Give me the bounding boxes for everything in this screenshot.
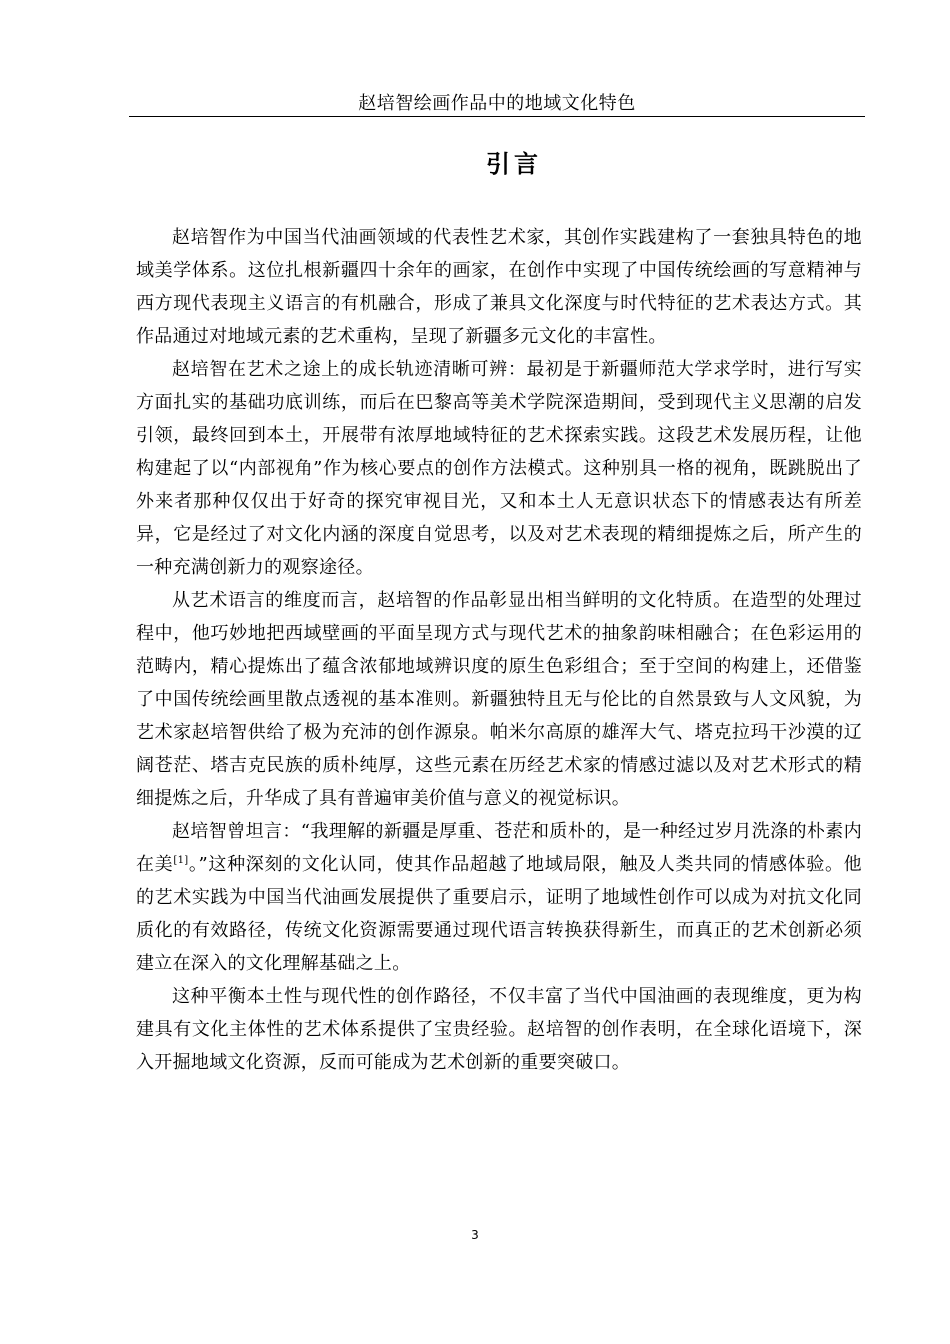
paragraph-4-text-before-ref: 赵培智曾坦言：“我理解的新疆是厚重、苍茫和质朴的，是一种经过岁月洗涤的朴素内在美 [136,821,862,875]
paragraph-5: 这种平衡本土性与现代性的创作路径，不仅丰富了当代中国油画的表现维度，更为构建具有文化主体性的艺术体系提供了宝贵经验。赵培智的创作表明，在全球化语境下，深入开掘地域文化资源，反而可能成为艺术创新的重要突破口。 [136,986,862,1073]
body-text [136,221,862,1079]
paragraph-1: 赵培智作为中国当代油画领域的代表性艺术家，其创作实践建构了一套独具特色的地域美学体系。这位扎根新疆四十余年的画家，在创作中实现了中国传统绘画的写意精神与西方现代表现主义语言的有机融合，形成了兼具文化深度与时代特征的艺术表达方式。其作品通过对地域元素的艺术重构，呈现了新疆多元文化的丰富性。 [136,227,862,347]
paragraph-4-text-after-ref: 。”这种深刻的文化认同，使其作品超越了地域局限，触及人类共同的情感体验。他的艺术实践为中国当代油画发展提供了重要启示，证明了地域性创作可以成为对抗文化同质化的有效路径，传统文化资源需要通过现代语言转换获得新生，而真正的艺术创新必须建立在深入的文化理解基础之上。 [136,854,862,974]
header-rule [129,116,865,117]
citation-reference[interactable]: [1] [173,855,189,866]
paragraph-2: 赵培智在艺术之途上的成长轨迹清晰可辨：最初是于新疆师范大学求学时，进行写实方面扎实的基础功底训练，而后在巴黎高等美术学院深造期间，受到现代主义思潮的启发引领，最终回到本土，开展带有浓厚地域特征的艺术探索实践。这段艺术发展历程，让他构建起了以“内部视角”作为核心要点的创作方法模式。这种别具一格的视角，既跳脱出了外来者那种仅仅出于好奇的探究审视目光，又和本土人无意识状态下的情感表达有所差异，它是经过了对文化内涵的深度自觉思考，以及对艺术表现的精细提炼之后，所产生的一种充满创新力的观察途径。 [136,359,862,578]
section-title: 引言 [486,150,542,178]
running-header: 赵培智绘画作品中的地域文化特色 [358,93,636,114]
paragraph-4 [136,815,862,980]
paragraph-3: 从艺术语言的维度而言，赵培智的作品彰显出相当鲜明的文化特质。在造型的处理过程中，他巧妙地把西域壁画的平面呈现方式与现代艺术的抽象韵味相融合；在色彩运用的范畴内，精心提炼出了蕴含浓郁地域辨识度的原生色彩组合；至于空间的构建上，还借鉴了中国传统绘画里散点透视的基本准则。新疆独特且无与伦比的自然景致与人文风貌，为艺术家赵培智供给了极为充沛的创作源泉。帕米尔高原的雄浑大气、塔克拉玛干沙漠的辽阔苍茫、塔吉克民族的质朴纯厚，这些元素在历经艺术家的情感过滤以及对艺术形式的精细提炼之后，升华成了具有普遍审美价值与意义的视觉标识。 [136,590,862,809]
page-number: 3 [471,1228,479,1242]
